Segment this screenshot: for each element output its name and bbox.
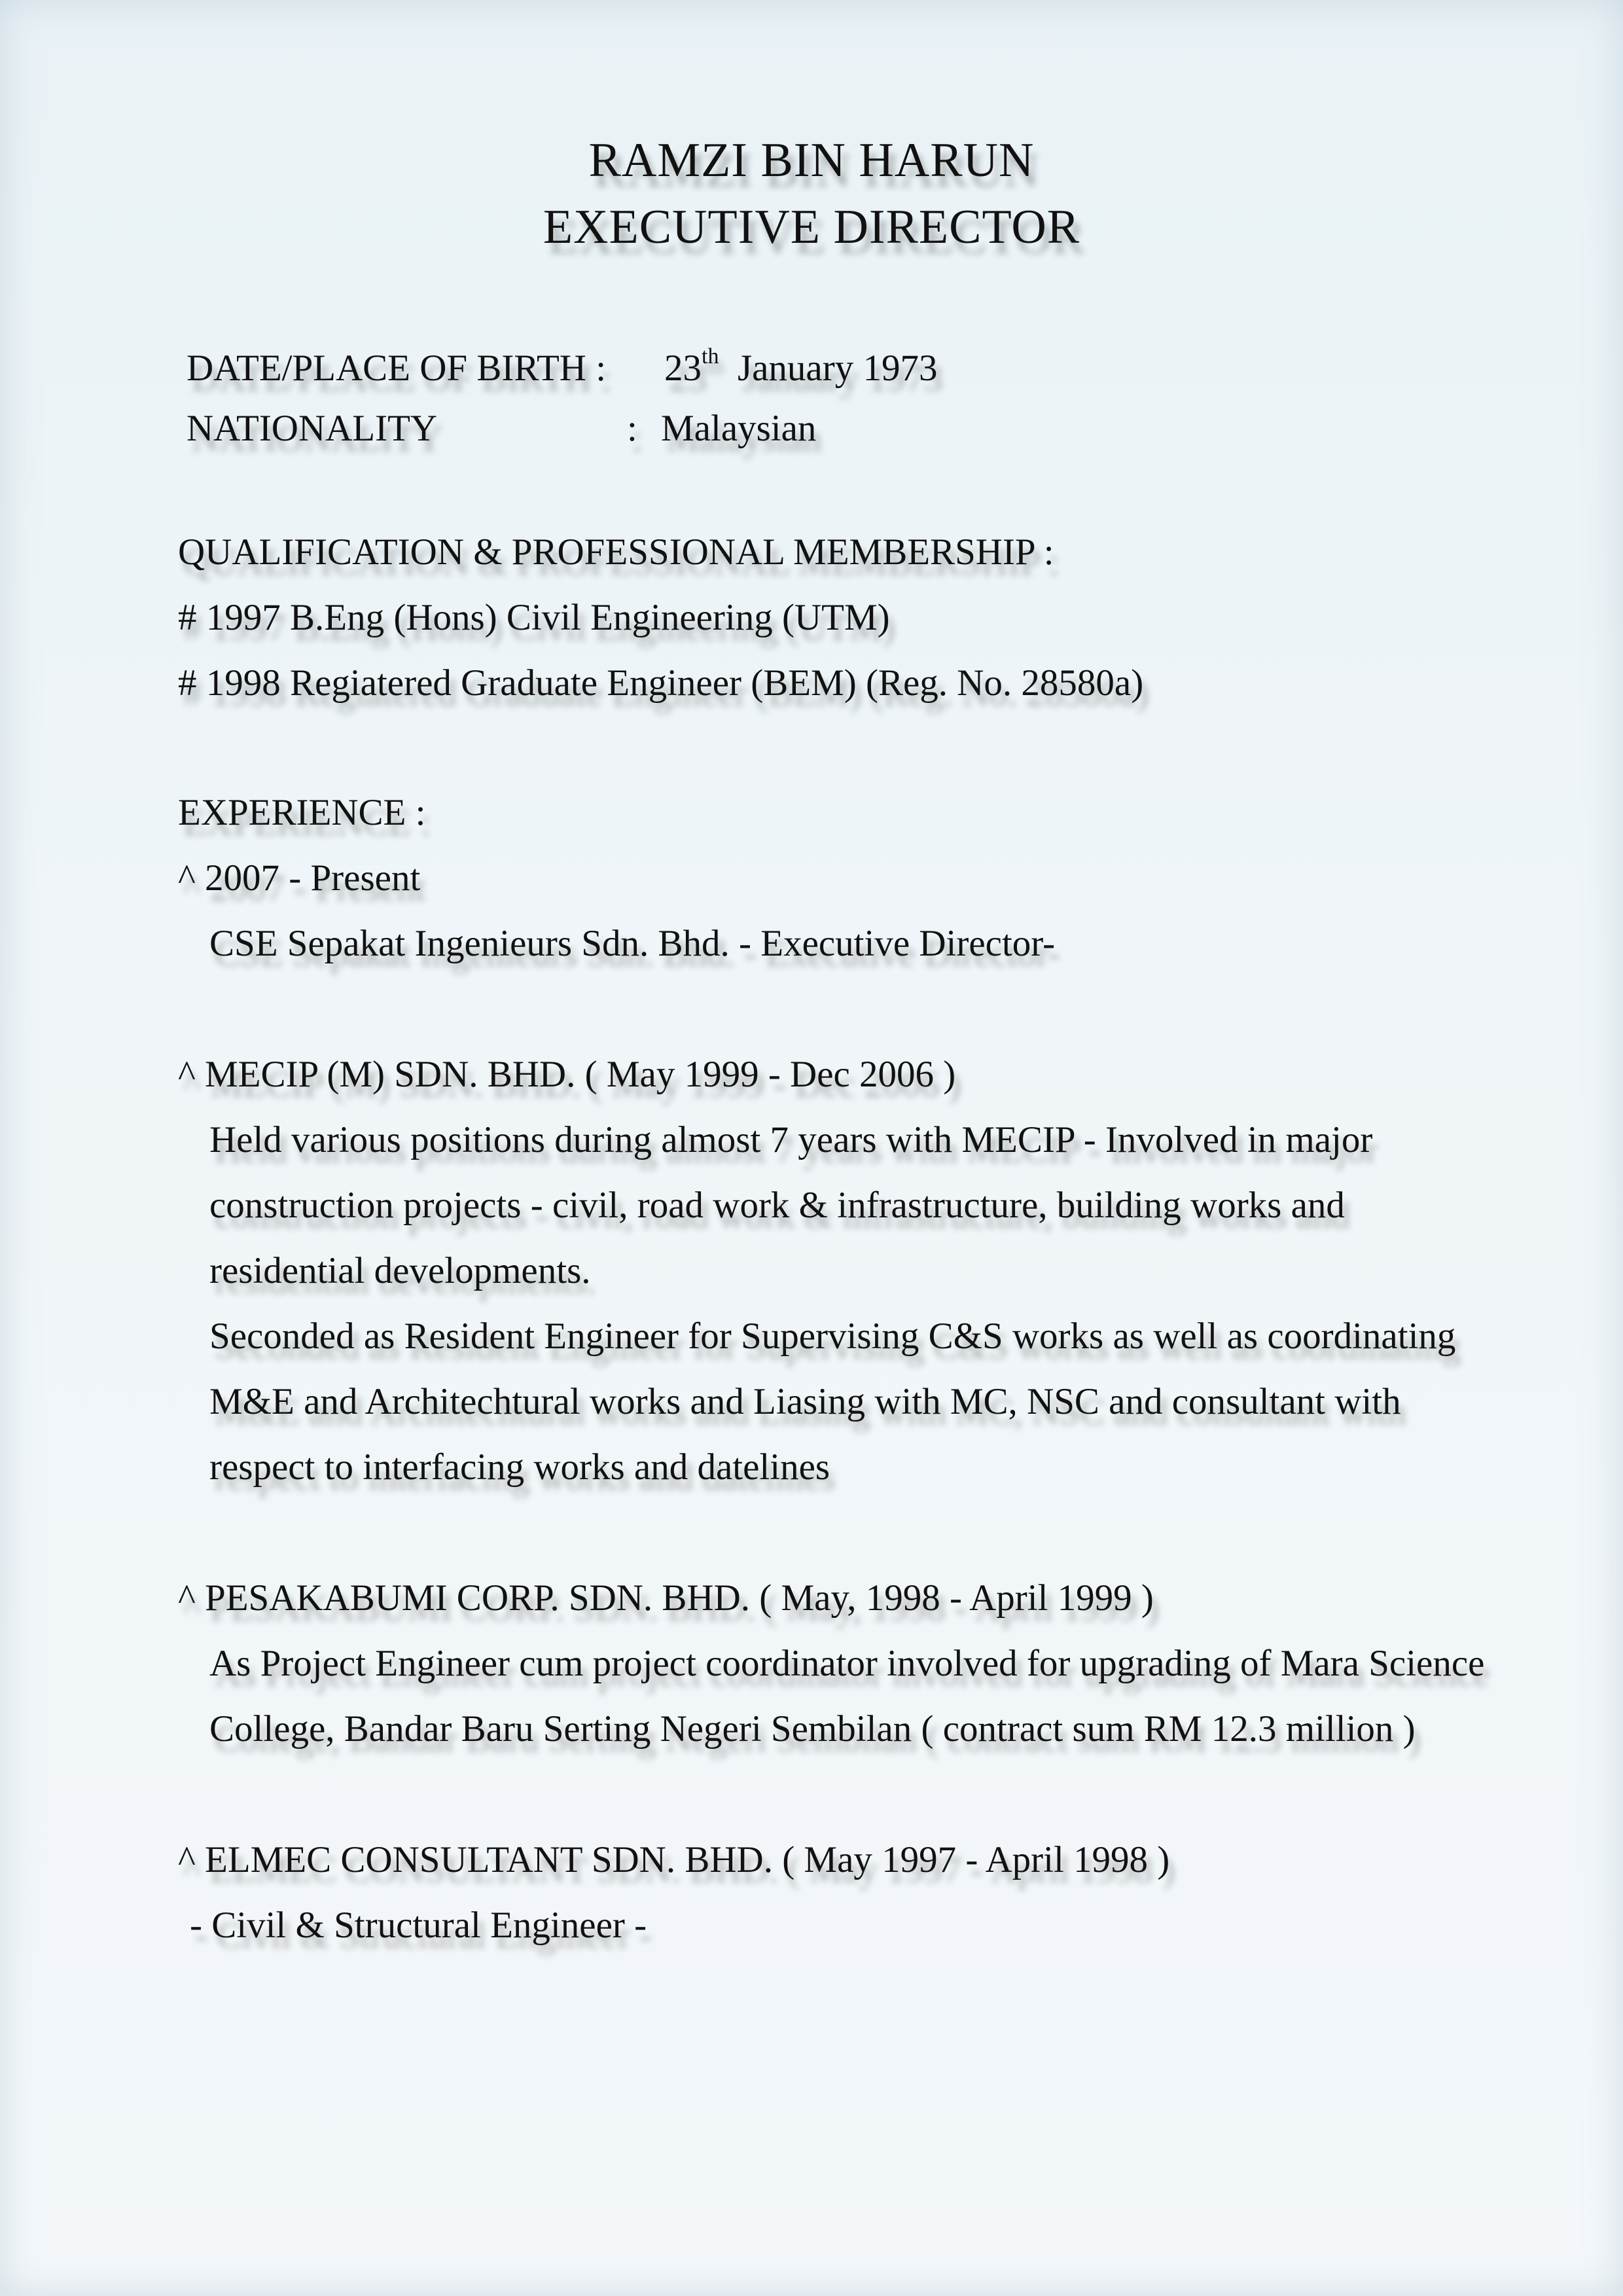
birth-month-year: January 1973 <box>737 348 938 389</box>
experience-entry-line: CSE Sepakat Ingenieurs Sdn. Bhd. - Executive Director- <box>209 923 1056 964</box>
experience-entry-line: M&E and Architechtural works and Liasing with MC, NSC and consultant with <box>209 1381 1401 1422</box>
job-title: EXECUTIVE DIRECTOR <box>543 200 1080 254</box>
experience-entry-line: As Project Engineer cum project coordinator involved for upgrading of Mara Science <box>209 1643 1485 1684</box>
experience-entry-title: ^ 2007 - Present <box>178 857 421 899</box>
experience-entry-line: Held various positions during almost 7 years with MECIP - Involved in major <box>209 1119 1373 1160</box>
nationality-separator: : <box>627 408 637 449</box>
qualification-heading: QUALIFICATION & PROFESSIONAL MEMBERSHIP : <box>178 531 1054 573</box>
birth-value <box>664 346 937 391</box>
nationality-value: Malaysian <box>661 408 817 449</box>
experience-entry-title: ^ ELMEC CONSULTANT SDN. BHD. ( May 1997 - April 1998 ) <box>178 1839 1170 1880</box>
nationality-label: NATIONALITY <box>187 408 438 449</box>
experience-entry-line: - Civil & Structural Engineer - <box>190 1905 647 1946</box>
birth-day-suffix: th <box>702 344 719 368</box>
experience-entry-title: ^ MECIP (M) SDN. BHD. ( May 1999 - Dec 2006 ) <box>178 1054 956 1095</box>
qualification-item: # 1998 Regiatered Graduate Engineer (BEM) (Reg. No. 28580a) <box>178 662 1144 704</box>
experience-entry-line: construction projects - civil, road work & infrastructure, building works and <box>209 1185 1345 1226</box>
birth-label: DATE/PLACE OF BIRTH : <box>187 348 607 389</box>
experience-entry-line: College, Bandar Baru Serting Negeri Sembilan ( contract sum RM 12.3 million ) <box>209 1708 1416 1749</box>
qualification-item: # 1997 B.Eng (Hons) Civil Engineering (UTM) <box>178 597 890 638</box>
experience-entry-line: Seconded as Resident Engineer for Supervising C&S works as well as coordinating <box>209 1316 1456 1357</box>
experience-entry-title: ^ PESAKABUMI CORP. SDN. BHD. ( May, 1998 - April 1999 ) <box>178 1577 1154 1619</box>
experience-heading: EXPERIENCE : <box>178 792 426 833</box>
person-name: RAMZI BIN HARUN <box>588 134 1035 187</box>
birth-day: 23 <box>664 348 702 389</box>
experience-entry-line: residential developments. <box>209 1250 591 1291</box>
experience-entry-line: respect to interfacing works and datelines <box>209 1446 830 1488</box>
